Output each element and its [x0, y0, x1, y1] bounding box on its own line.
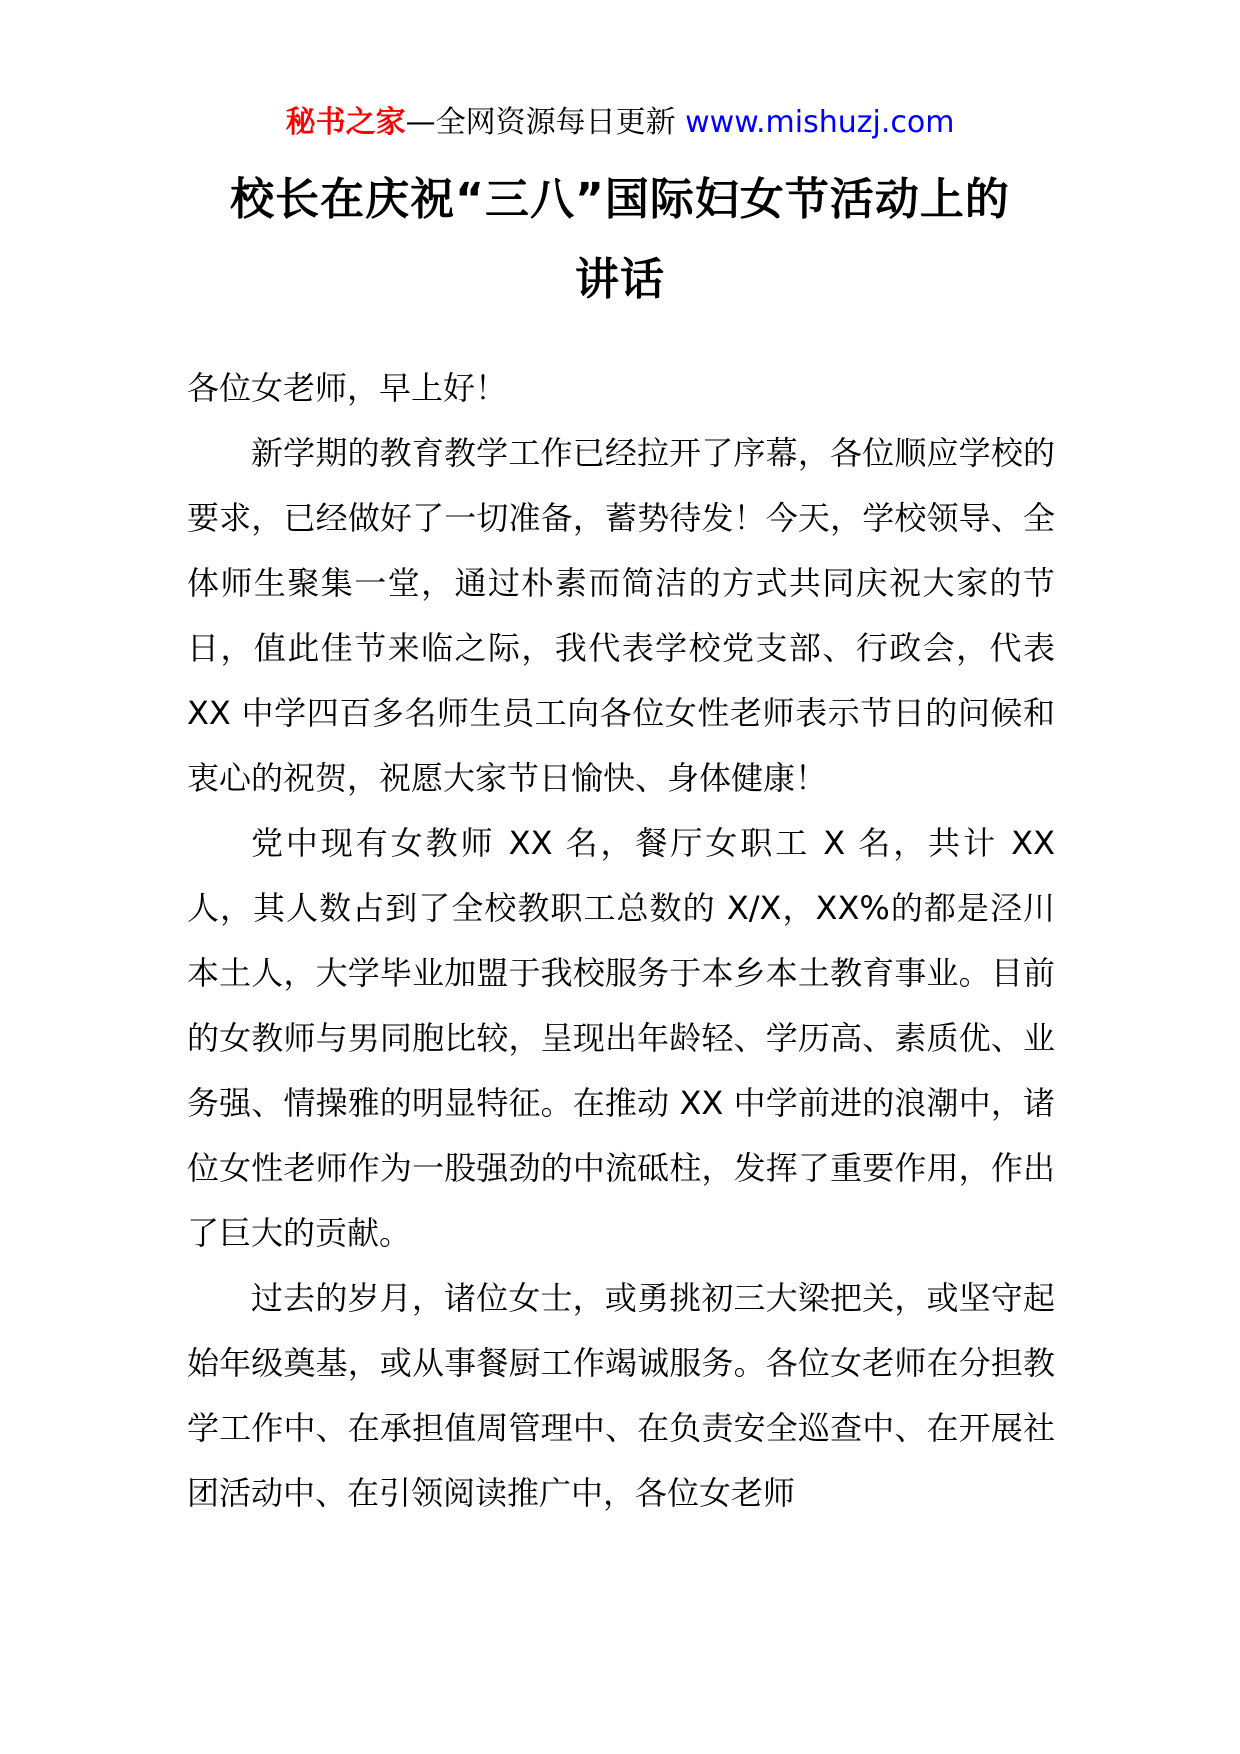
- greeting: 各位女老师，早上好！: [187, 369, 508, 407]
- page-header: [0, 103, 1240, 143]
- paragraph-2: 党中现有女教师 XX 名，餐厅女职工 X 名，共计 XX 人，其人数占到了全校教职工总数的 X/X，XX%的都是泾川本土人，大学毕业加盟于我校服务于本乡本土教育事业。目前的女教师与男同胞比较，呈现出年龄轻、学历高、素质优、业务强、情操雅的明显特征。在推动 XX 中学前进的浪潮中，诸位女性老师作为一股强劲的中流砥柱，发挥了重要作用，作出了巨大的贡献。: [187, 824, 1055, 1252]
- title-line-1: 校长在庆祝“三八”国际妇女节活动上的: [230, 174, 1010, 225]
- document-body: [187, 356, 1055, 1526]
- paragraph-3: 过去的岁月，诸位女士，或勇挑初三大梁把关，或坚守起始年级奠基，或从事餐厨工作竭诚服务。各位女老师在分担教学工作中、在承担值周管理中、在负责安全巡查中、在开展社团活动中、在引领阅读推广中，各位女老师: [187, 1279, 1055, 1512]
- brand-name: 秘书之家: [285, 105, 406, 140]
- paragraph-1: 新学期的教育教学工作已经拉开了序幕，各位顺应学校的要求，已经做好了一切准备，蓄势待发！今天，学校领导、全体师生聚集一堂，通过朴素而简洁的方式共同庆祝大家的节日，值此佳节来临之际，我代表学校党支部、行政会，代表 XX 中学四百多名师生员工向各位女性老师表示节日的问候和衷心的祝贺，祝愿大家节日愉快、身体健康！: [187, 434, 1055, 797]
- header-slogan: —全网资源每日更新: [405, 105, 676, 140]
- document-title: [0, 160, 1240, 320]
- website-link[interactable]: www.mishuzj.com: [685, 105, 955, 140]
- title-line-2: 讲话: [575, 254, 665, 305]
